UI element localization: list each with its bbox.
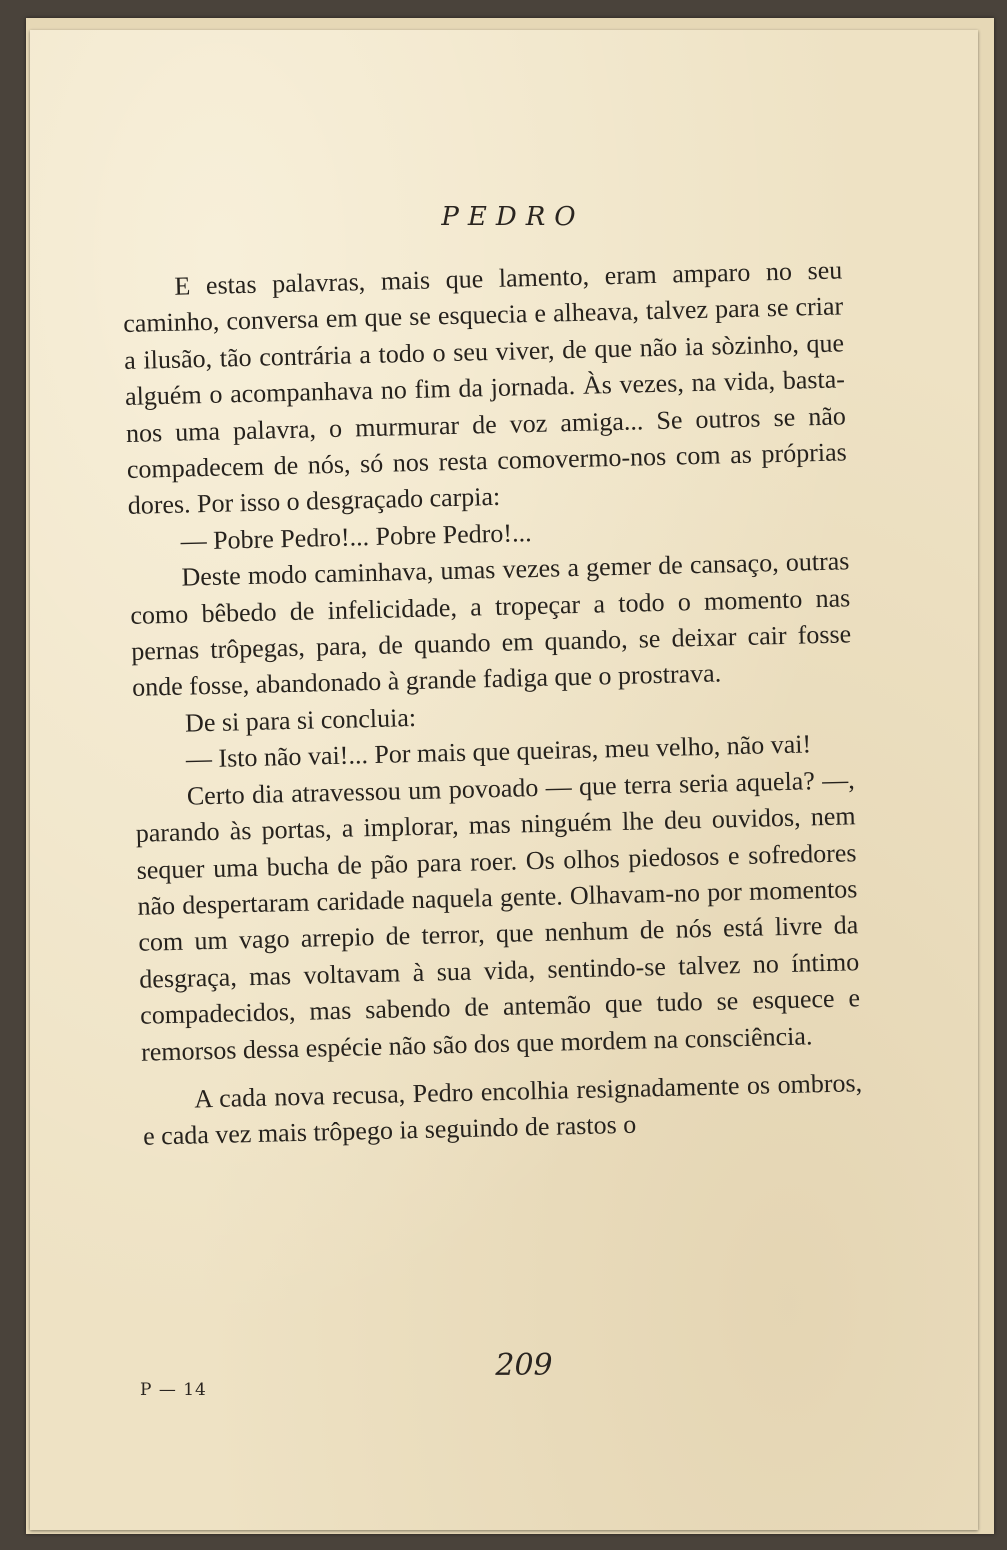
book-page bbox=[30, 30, 978, 1530]
paragraph-1: E estas palavras, mais que lamento, eram amparo no seu caminho, conversa em que se esquecia e alheava, talvez para se criar a ilusão, tão contrária a todo o seu viver, de que não ia sòzinho, que alguém o acompanhava no fim da jornada. Às vezes, na vida, basta-nos uma palavra, o murmurar de voz amiga... Se outros se não compadecem de nós, só nos resta comovermo-nos com as próprias dores. Por isso o desgraçado carpia: bbox=[122, 255, 848, 521]
signature-mark: P — 14 bbox=[140, 1380, 207, 1400]
paragraph-2-dialogue: — Pobre Pedro!... Pobre Pedro!... bbox=[180, 517, 532, 556]
paragraph-7: A cada nova recusa, Pedro encolhia resignadamente os ombros, e cada vez mais trôpego ia seguindo de rastos o bbox=[142, 1068, 863, 1152]
paragraph-6: Certo dia atravessou um povoado — que terra seria aquela? —, parando às portas, a implorar, mas ninguém lhe deu ouvidos, nem sequer uma bucha de pão para roer. Os olhos piedosos e sofredores não despertaram caridade naquela gente. Olhavam-no por momentos com um vago arrepio de terror, que nenhum de nós está livre da desgraça, mas voltavam à sua vida, sentindo-se talvez no íntimo compadecidos, mas sabendo de antemão que tudo se esquece e remorsos dessa espécie não são dos que mordem na consciência. bbox=[135, 764, 861, 1067]
paragraph-4: De si para si concluia: bbox=[184, 702, 417, 738]
body-text bbox=[122, 252, 863, 1155]
paragraph-3: Deste modo caminhava, umas vezes a gemer de cansaço, outras como bêbedo de infelicidade, a tropeçar a todo o momento nas pernas trôpegas, para, de quando em quando, se deixar cair fosse onde fosse, abandonado à grande fadiga que o prostrava. bbox=[130, 546, 852, 703]
page-number: 209 bbox=[495, 1348, 553, 1383]
paragraph-5-dialogue: — Isto não vai!... Por mais que queiras, meu velho, não vai! bbox=[185, 729, 812, 774]
running-head: PEDRO bbox=[441, 202, 585, 232]
